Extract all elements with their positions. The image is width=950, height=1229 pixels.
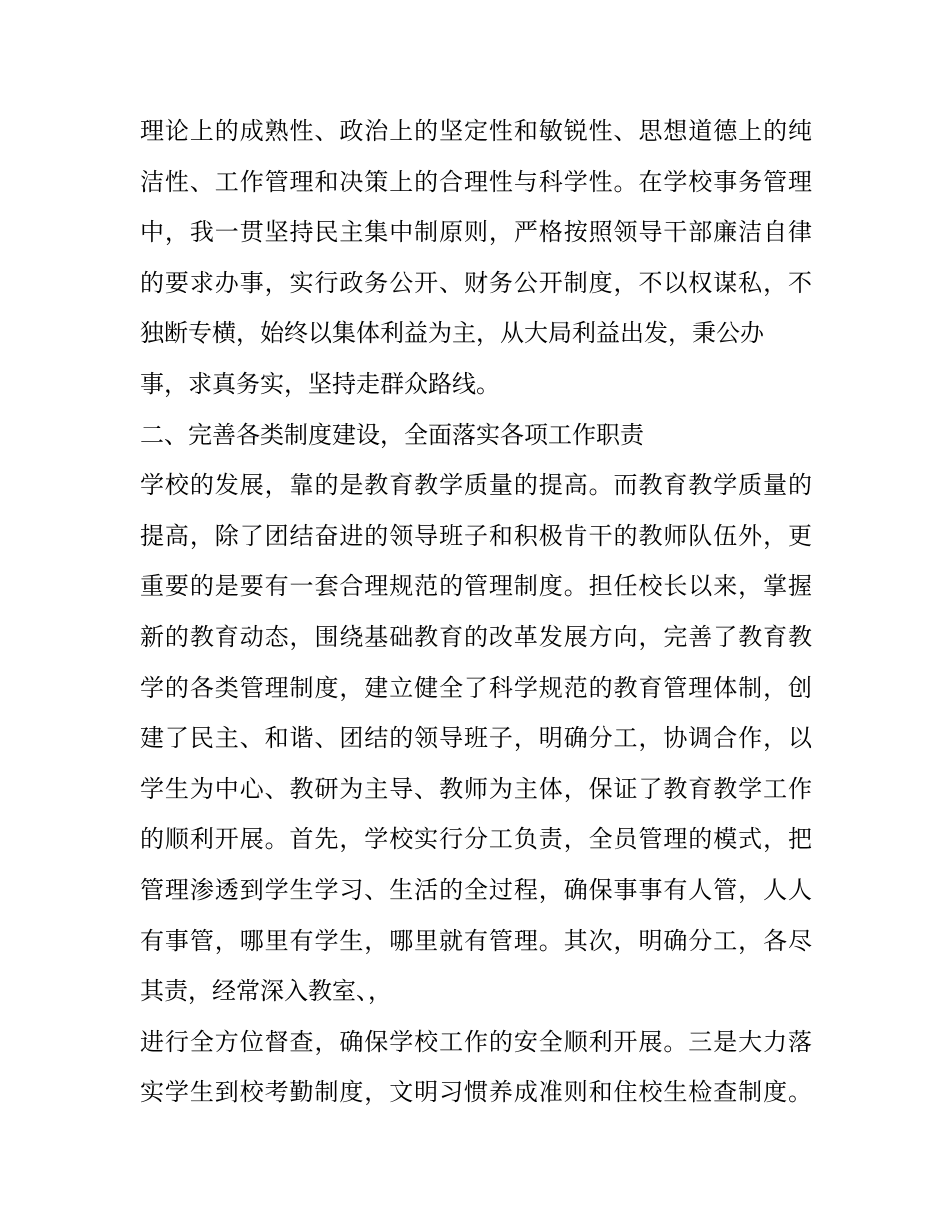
text-line: 其责，经常深入教室、， [140,977,392,1006]
text-line: 新的教育动态，围绕基础教育的改革发展方向，完善了教育教 [140,622,812,651]
text-line: 建了民主、和谐、团结的领导班子，明确分工，协调合作，以 [140,724,812,753]
section-heading: 二、完善各类制度建设，全面落实各项工作职责 [140,420,644,449]
text-line: 中，我一贯坚持民主集中制原则，严格按照领导干部廉洁自律 [140,218,812,247]
text-line: 重要的是要有一套合理规范的管理制度。担任校长以来，掌握 [140,572,812,601]
text-line: 学生为中心、教研为主导、教师为主体，保证了教育教学工作 [140,774,812,803]
text-line: 进行全方位督查，确保学校工作的安全顺利开展。三是大力落 [140,1027,812,1056]
text-line: 管理渗透到学生学习、生活的全过程，确保事事有人管，人人 [140,875,812,904]
text-line: 独断专横，始终以集体利益为主，从大局利益出发，秉公办 [140,319,764,348]
text-line: 事，求真务实，坚持走群众路线。 [140,369,500,398]
text-line: 提高，除了团结奋进的领导班子和积极肯干的教师队伍外，更 [140,521,812,550]
text-line: 实学生到校考勤制度，文明习惯养成准则和住校生检查制度。 [140,1078,812,1107]
text-line: 学的各类管理制度，建立健全了科学规范的教育管理体制，创 [140,673,812,702]
text-line: 理论上的成熟性、政治上的坚定性和敏锐性、思想道德上的纯 [140,117,812,145]
text-line: 学校的发展，靠的是教育教学质量的提高。而教育教学质量的 [140,471,812,500]
text-line: 的顺利开展。首先，学校实行分工负责，全员管理的模式，把 [140,825,812,854]
text-line: 的要求办事，实行政务公开、财务公开制度，不以权谋私，不 [140,268,812,297]
text-line: 洁性、工作管理和决策上的合理性与科学性。在学校事务管理 [140,167,812,196]
body-text [140,106,812,1118]
text-line: 有事管，哪里有学生，哪里就有管理。其次，明确分工，各尽 [140,926,812,955]
